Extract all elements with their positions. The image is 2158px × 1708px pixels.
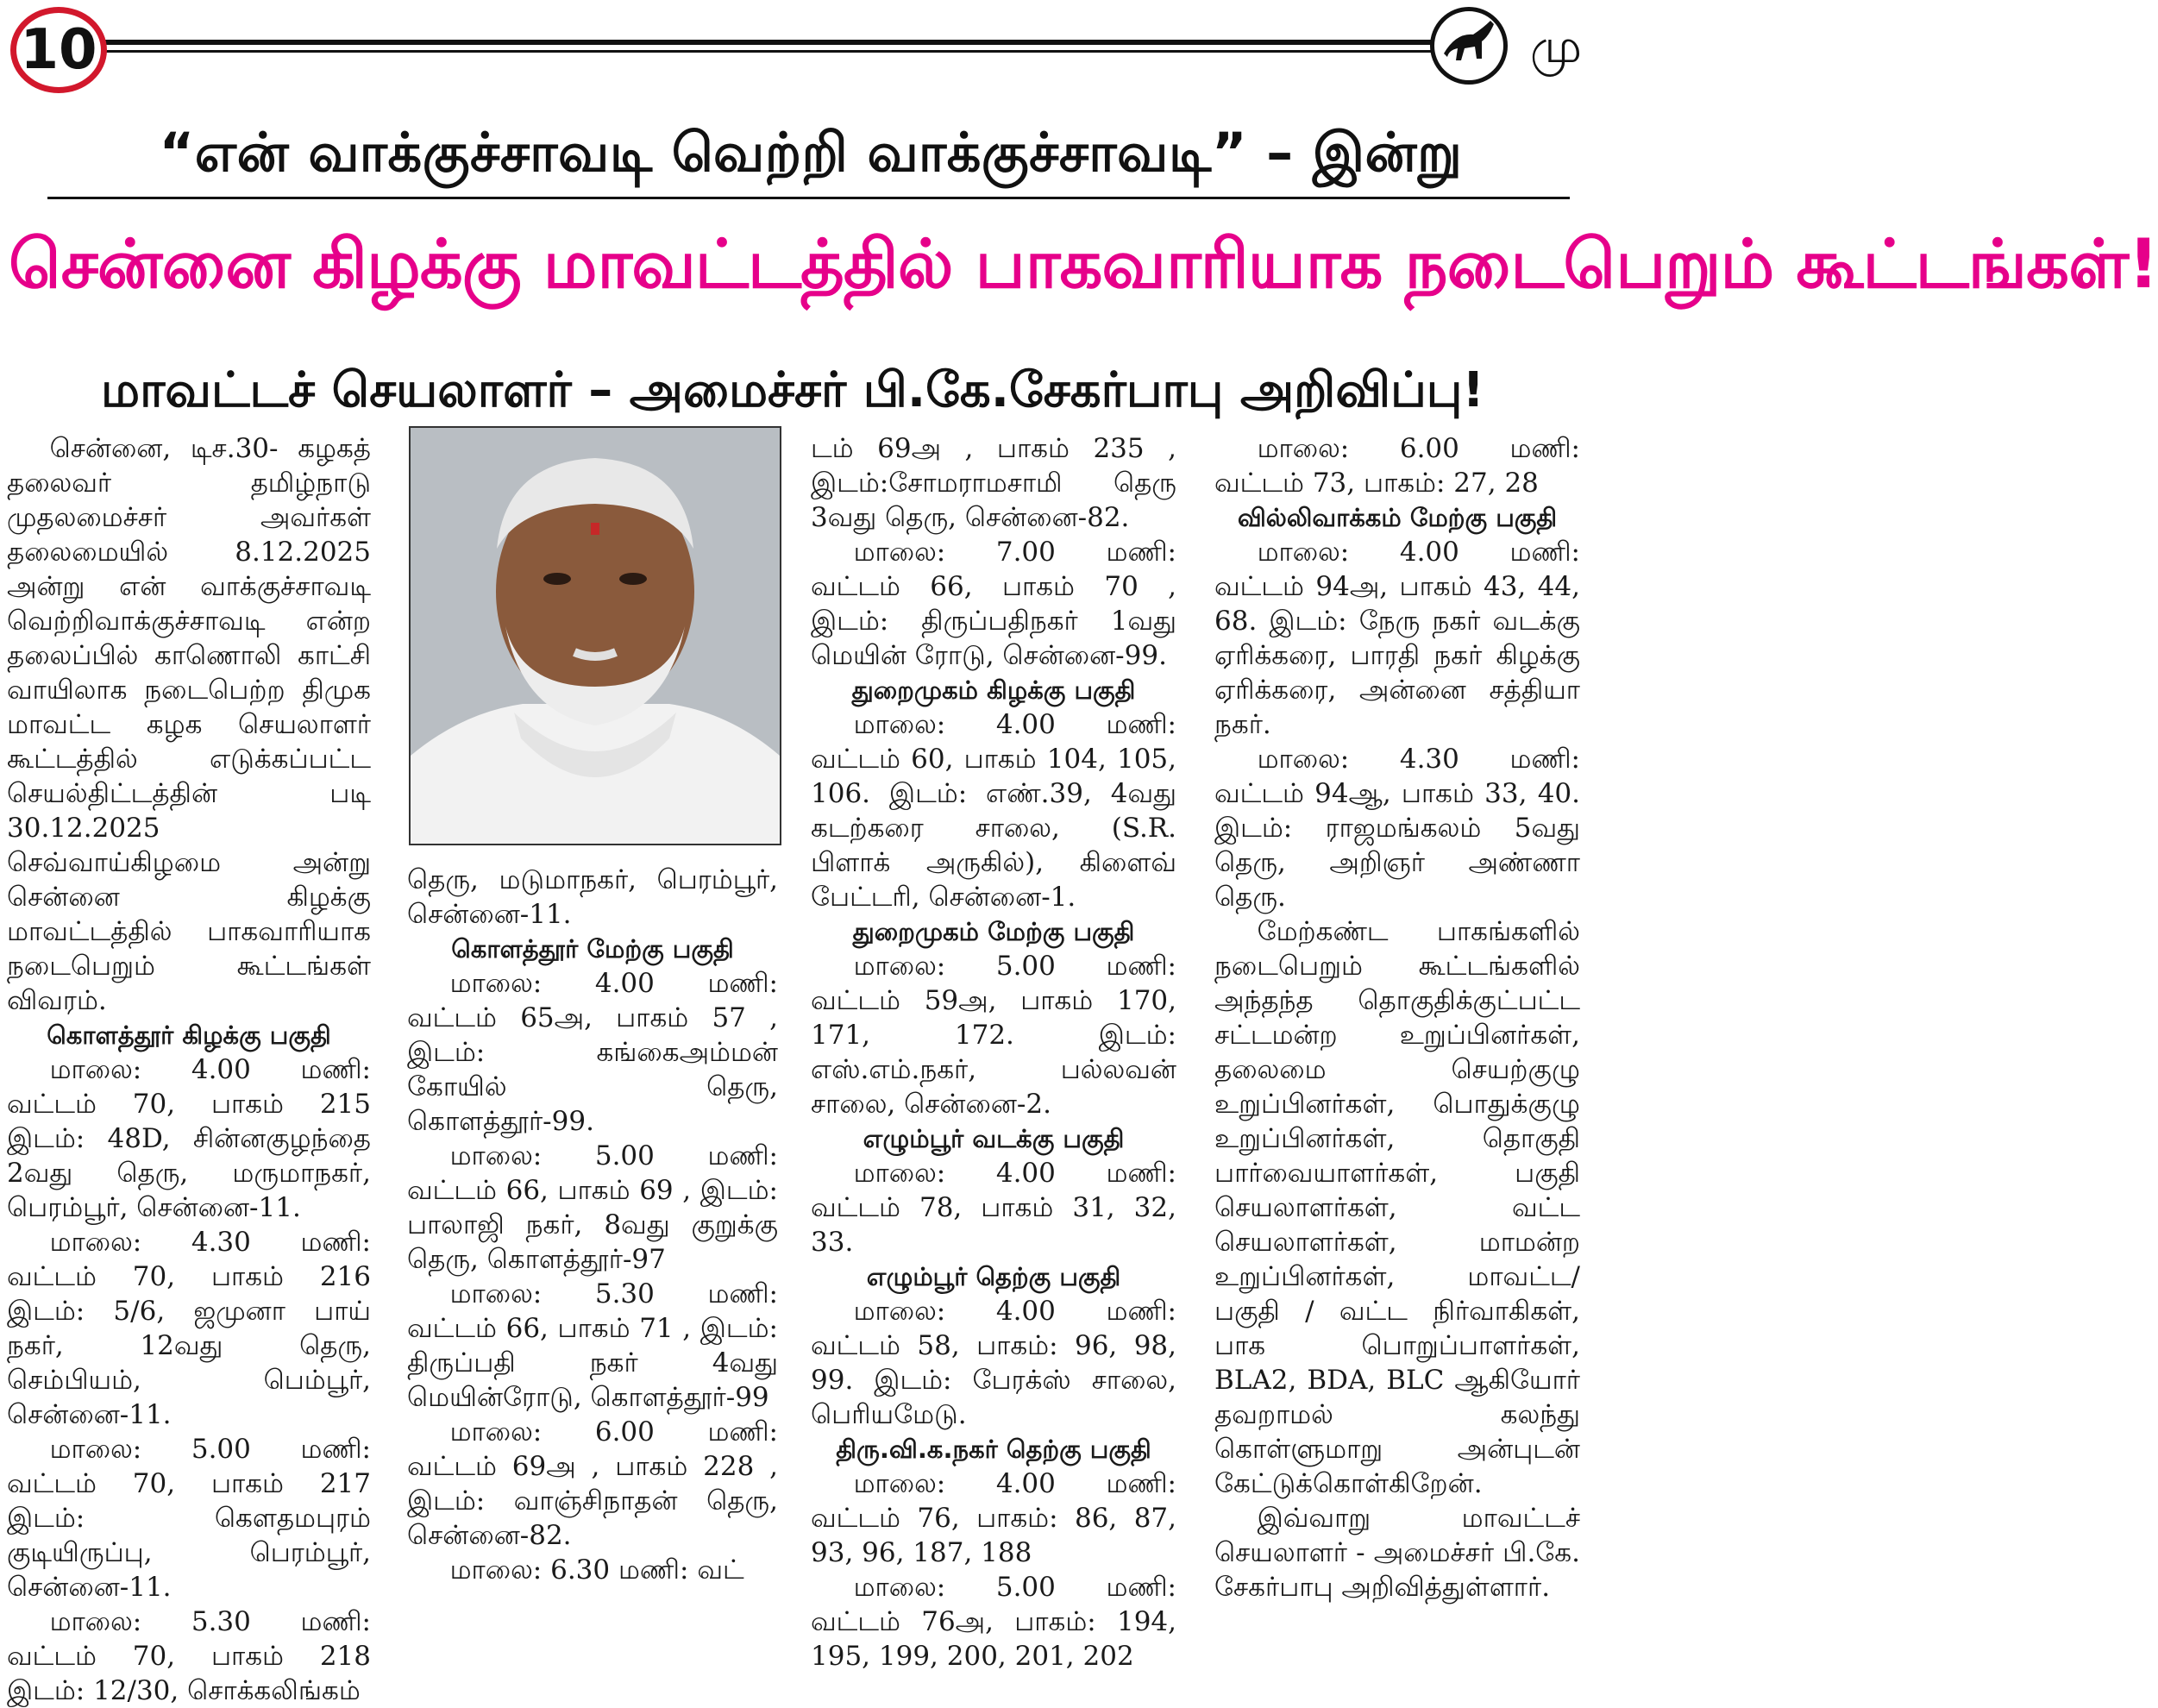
portrait-photo	[409, 426, 781, 845]
meeting-entry: மாலை: 7.00 மணி: வட்டம் 66, பாகம் 70 , இடம்: திருப்பதிநகர் 1வது மெயின் ரோடு, சென்னை-99.	[811, 537, 1176, 671]
article-column-4	[1214, 431, 1580, 1637]
section-heading: துறைமுகம் கிழக்கு பகுதி	[851, 675, 1136, 705]
section-heading: எழும்பூர் வடக்கு பகுதி	[863, 1124, 1125, 1153]
meeting-entry: மாலை: 5.30 மணி: வட்டம் 66, பாகம் 71 , இடம்: திருப்பதி நகர் 4வது மெயின்ரோடு, கொளத்தூர்-99	[407, 1278, 778, 1413]
page-number-badge: 10	[10, 7, 107, 93]
meeting-entry: மாலை: 6.30 மணி: வட்	[449, 1554, 744, 1586]
continued-text: டம் 69அ , பாகம் 235 , இடம்:சோமராமசாமி தெரு 3வது தெரு, சென்னை-82.	[811, 433, 1176, 533]
article-column-2	[407, 863, 778, 1637]
section-heading: எழும்பூர் தெற்கு பகுதி	[866, 1262, 1121, 1291]
masthead-rule-thin	[104, 50, 1434, 53]
meeting-entry: மாலை: 5.00 மணி: வட்டம் 59அ, பாகம் 170, 171, 172. இடம்: எஸ்.எம்.நகர், பல்லவன் சாலை, சென்னை-2.	[811, 951, 1176, 1120]
meeting-entry: மாலை: 5.30 மணி: வட்டம் 70, பாகம் 218 இடம்: 12/30, சொக்கலிங்கம்	[7, 1606, 371, 1706]
section-heading: துறைமுகம் மேற்கு பகுதி	[852, 917, 1135, 946]
meeting-entry: மாலை: 5.00 மணி: வட்டம் 76அ, பாகம்: 194, 195, 199, 200, 201, 202	[811, 1572, 1176, 1672]
newspaper-name-fragment: மு	[1530, 19, 1582, 73]
section-heading: கொளத்தூர் கிழக்கு பகுதி	[47, 1020, 331, 1050]
meeting-entry: மாலை: 4.00 மணி: வட்டம் 70, பாகம் 215 இடம்: 48D, சின்னகுழந்தை 2வது தெரு, மருமாநகர், பெரம்பூர், சென்னை-11.	[7, 1054, 371, 1223]
article-column-1	[7, 431, 371, 1706]
main-headline: சென்னை கிழக்கு மாவட்டத்தில் பாகவாரியாக நடைபெறும் கூட்டங்கள்!	[9, 226, 2158, 304]
meeting-entry: மாலை: 5.00 மணி: வட்டம் 70, பாகம் 217 இடம்: கௌதமபுரம் குடியிருப்பு, பெரம்பூர், சென்னை-11.	[7, 1434, 371, 1603]
meeting-entry: மாலை: 6.00 மணி: வட்டம் 73, பாகம்: 27, 28	[1214, 433, 1580, 499]
sub-headline: மாவட்டச் செயலாளர் – அமைச்சர் பி.கே.சேகர்பாபு அறிவிப்பு!	[101, 362, 1484, 418]
masthead	[0, 0, 1585, 112]
meeting-entry: மாலை: 4.00 மணி: வட்டம் 94அ, பாகம் 43, 44, 68. இடம்: நேரு நகர் வடக்கு ஏரிக்கரை, பாரதி நகர் கிழக்கு ஏரிக்கரை, அன்னை சத்தியா நகர்.	[1214, 537, 1580, 740]
meeting-entry: மாலை: 6.00 மணி: வட்டம் 69அ , பாகம் 228 , இடம்: வாஞ்சிநாதன் தெரு, சென்னை-82.	[407, 1416, 778, 1551]
closing-paragraph: மேற்கண்ட பாகங்களில் நடைபெறும் கூட்டங்களில் அந்தந்த தொகுதிக்குட்பட்ட சட்டமன்ற உறுப்பினர்கள், தலைமை செயற்குழு உறுப்பினர்கள், பொதுக்குழு உறுப்பினர்கள், தொகுதி பார்வையாளர்கள், பகுதி செயலாளர்கள், வட்ட செயலாளர்கள், மாமன்ற உறுப்பினர்கள், மாவட்ட/ பகுதி / வட்ட நிர்வாகிகள், பாக பொறுப்பாளர்கள், BLA2, BDA, BLC ஆகியோர் தவறாமல் கலந்து கொள்ளுமாறு அன்புடன் கேட்டுக்கொள்கிறேன்.	[1214, 916, 1580, 1499]
meeting-entry: மாலை: 4.00 மணி: வட்டம் 78, பாகம் 31, 32, 33.	[811, 1158, 1176, 1258]
masthead-rule	[104, 40, 1434, 45]
section-heading: கொளத்தூர் மேற்கு பகுதி	[451, 934, 734, 964]
closing-attribution: இவ்வாறு மாவட்டச் செயலாளர் - அமைச்சர் பி.கே. சேகர்பாபு அறிவித்துள்ளார்.	[1214, 1503, 1580, 1603]
meeting-entry: மாலை: 5.00 மணி: வட்டம் 66, பாகம் 69 , இடம்: பாலாஜி நகர், 8வது குறுக்கு தெரு, கொளத்தூர்-97	[407, 1140, 778, 1275]
article-column-3	[811, 431, 1176, 1672]
section-heading: திரு.வி.க.நகர் தெற்கு பகுதி	[836, 1435, 1151, 1464]
meeting-entry: மாலை: 4.00 மணி: வட்டம் 76, பாகம்: 86, 87, 93, 96, 187, 188	[811, 1468, 1176, 1568]
meeting-entry: மாலை: 4.00 மணி: வட்டம் 58, பாகம்: 96, 98, 99. இடம்: பேரக்ஸ் சாலை, பெரியமேடு.	[811, 1296, 1176, 1430]
continued-text: தெரு, மடுமாநகர், பெரம்பூர், சென்னை-11.	[407, 864, 778, 930]
meeting-entry: மாலை: 4.30 மணி: வட்டம் 70, பாகம் 216 இடம்: 5/6, ஜமுனா பாய் நகர், 12வது தெரு, செம்பியம், பெம்பூர், சென்னை-11.	[7, 1227, 371, 1430]
article-intro: சென்னை, டிச.30- கழகத் தலைவர் தமிழ்நாடு முதலமைச்சர் அவர்கள் தலைமையில் 8.12.2025 அன்று என் வாக்குச்சாவடி வெற்றிவாக்குச்சாவடி என்ற தலைப்பில் காணொலி காட்சி வாயிலாக நடைபெற்ற திமுக மாவட்ட கழக செயலாளர் கூட்டத்தில் எடுக்கப்பட்ட செயல்திட்டத்தின் படி 30.12.2025 செவ்வாய்கிழமை அன்று சென்னை கிழக்கு மாவட்டத்தில் பாகவாரியாக நடைபெறும் கூட்டங்கள் விவரம்.	[7, 433, 371, 1016]
rising-sun-emblem-icon	[1430, 7, 1508, 85]
meeting-entry: மாலை: 4.00 மணி: வட்டம் 65அ, பாகம் 57 , இடம்: கங்கைஅம்மன் கோயில் தெரு, கொளத்தூர்-99.	[407, 968, 778, 1137]
kicker-headline: “என் வாக்குச்சாவடி வெற்றி வாக்குச்சாவடி” – இன்று	[159, 121, 1463, 184]
meeting-entry: மாலை: 4.00 மணி: வட்டம் 60, பாகம் 104, 105, 106. இடம்: எண்.39, 4வது கடற்கரை சாலை, (S.R. பிளாக் அருகில்), கிளைவ் பேட்டரி, சென்னை-1.	[811, 709, 1176, 913]
kicker-underline	[47, 197, 1570, 199]
meeting-entry: மாலை: 4.30 மணி: வட்டம் 94ஆ, பாகம் 33, 40. இடம்: ராஜமங்கலம் 5வது தெரு, அறிஞர் அண்ணா தெரு.	[1214, 744, 1580, 913]
section-heading: வில்லிவாக்கம் மேற்கு பகுதி	[1237, 503, 1558, 532]
